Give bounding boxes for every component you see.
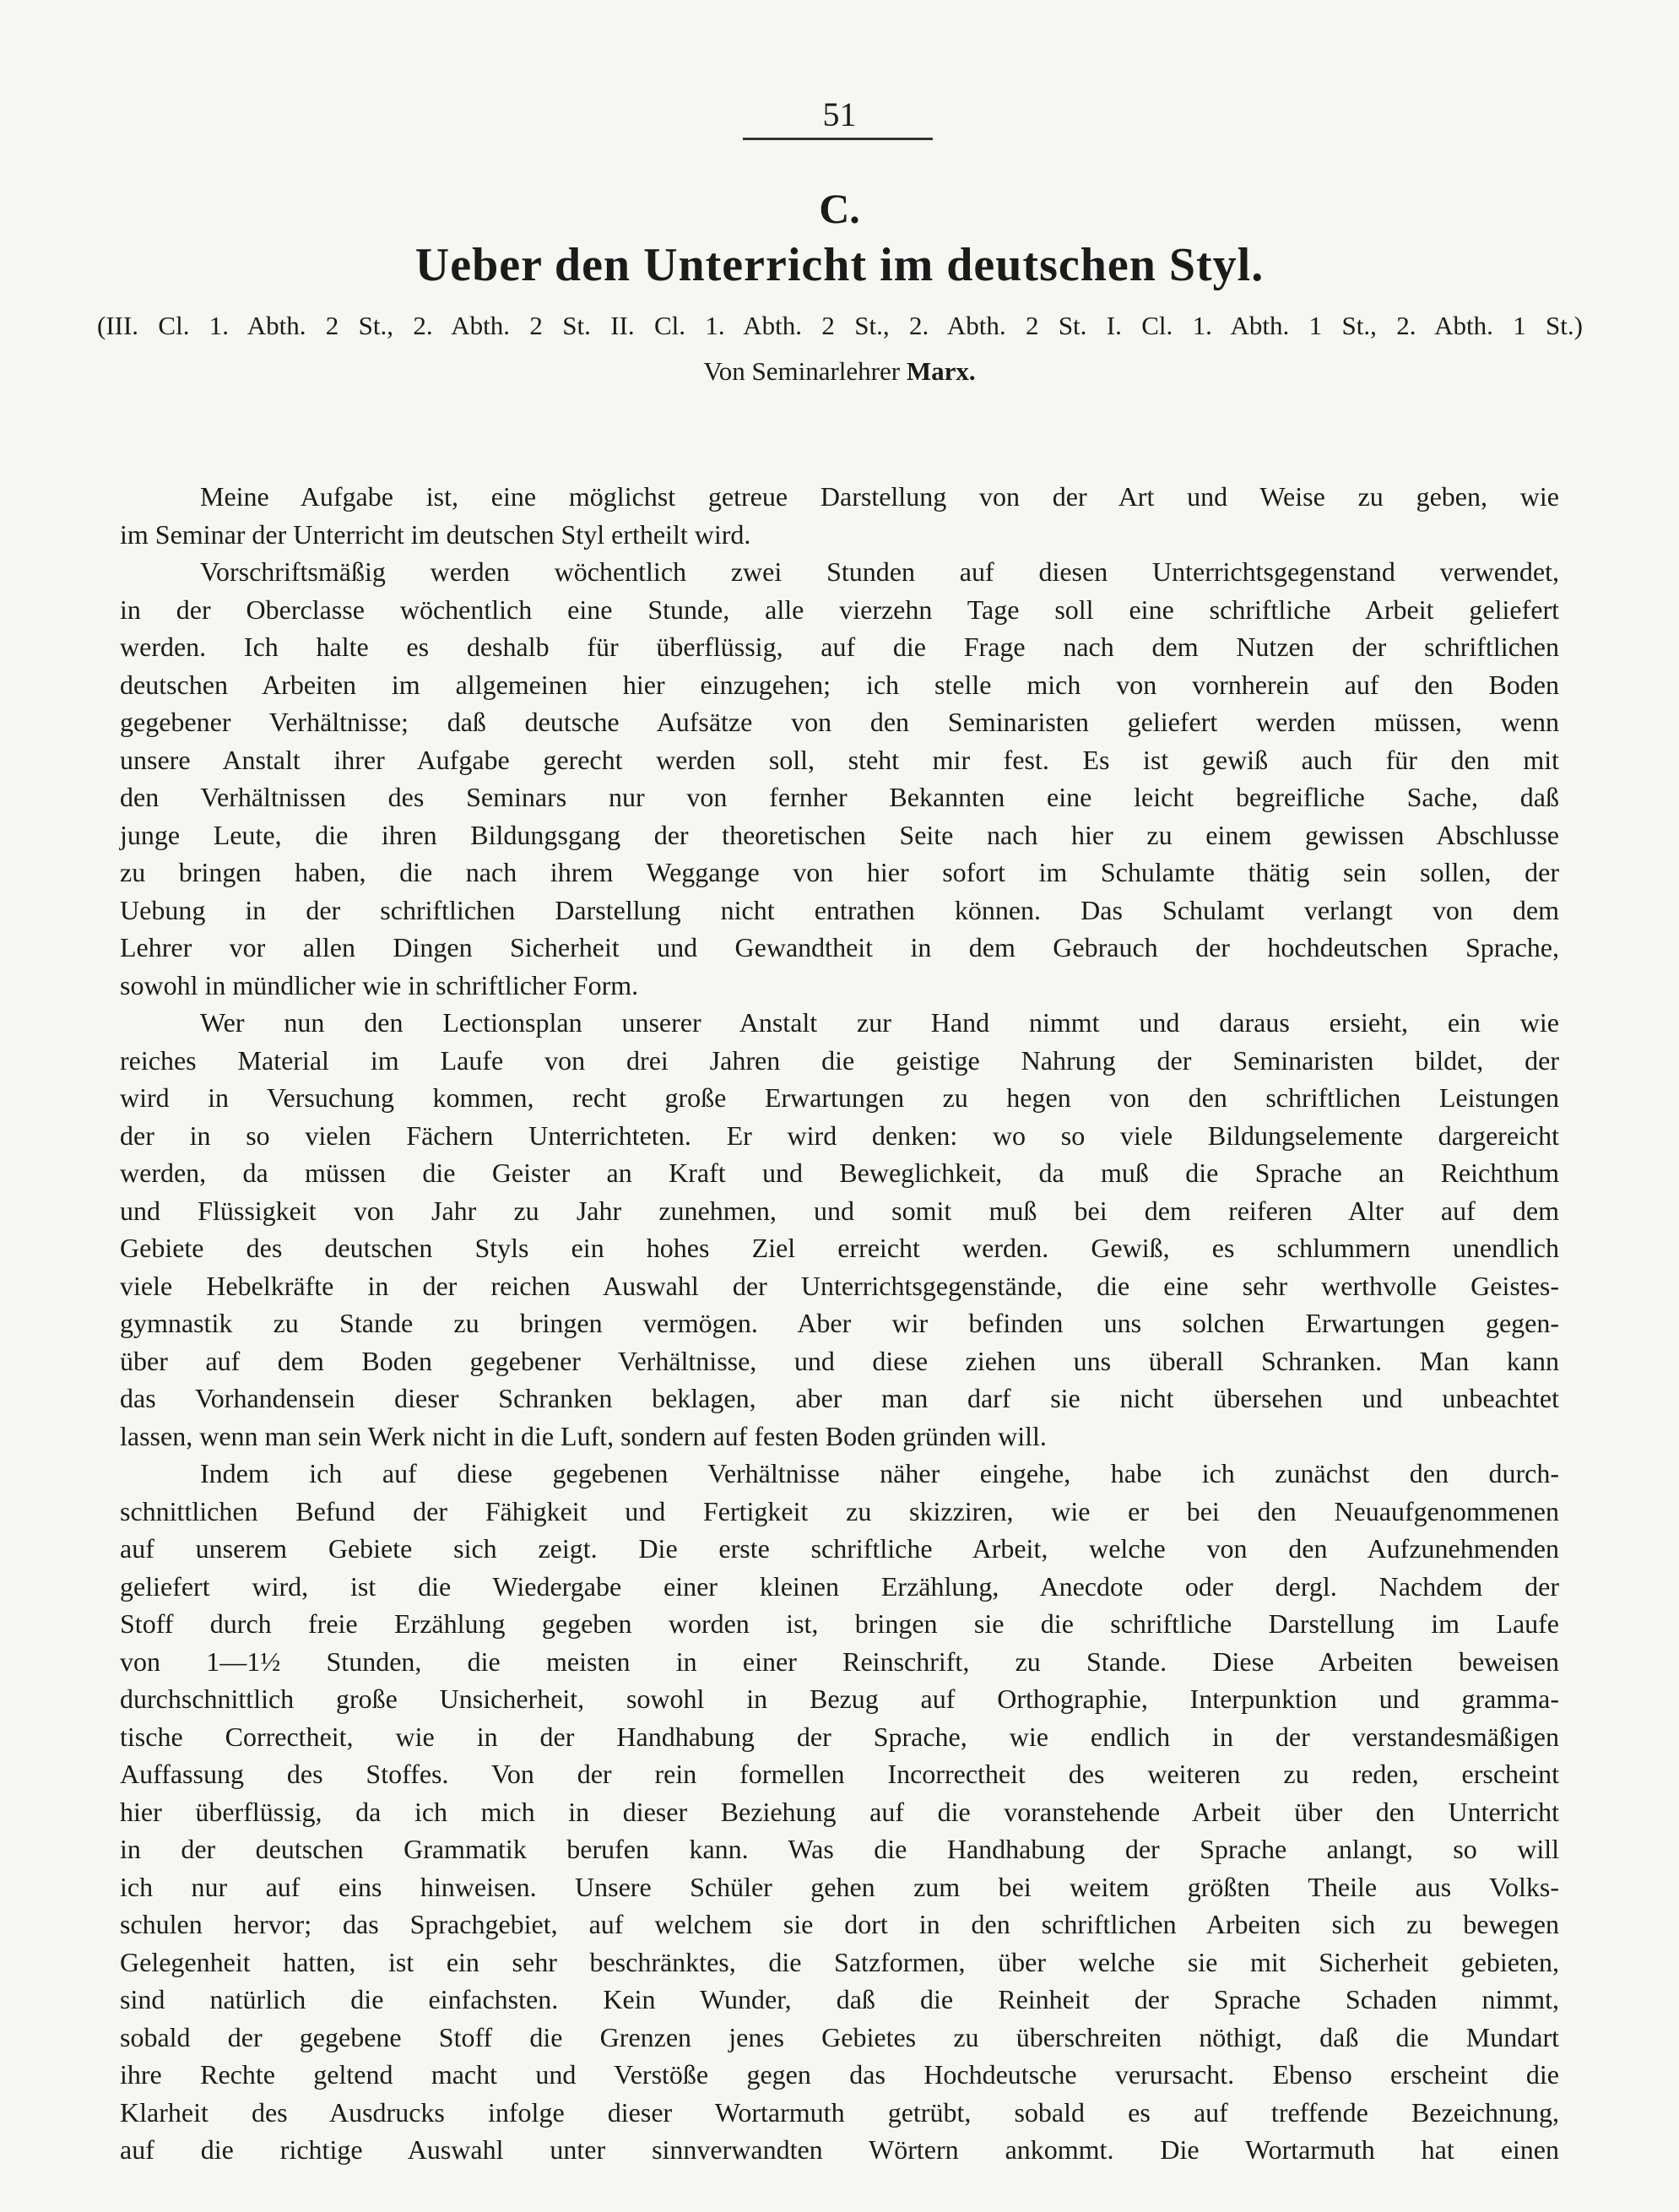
text-line: das Vorhandensein dieser Schranken beklagen, aber man darf sie nicht übersehen und unbeachtet (120, 1383, 1559, 1413)
author-name: Marx. (906, 356, 976, 386)
text-line: hier überflüssig, da ich mich in dieser Beziehung auf die voranstehende Arbeit über den Unterricht (120, 1796, 1559, 1827)
text-line: Gebiete des deutschen Styls ein hohes Ziel erreicht werden. Gewiß, es schlummern unendlich (120, 1233, 1559, 1263)
body-text (120, 478, 1559, 2169)
text-line: ihre Rechte geltend macht und Verstöße gegen das Hochdeutsche verursacht. Ebenso erscheint die (120, 2059, 1559, 2090)
text-line: Klarheit des Ausdrucks infolge dieser Wortarmuth getrübt, sobald es auf treffende Bezeichnung, (120, 2096, 1559, 2128)
text-line: sind natürlich die einfachsten. Kein Wunder, daß die Reinheit der Sprache Schaden nimmt, (120, 1984, 1559, 2014)
author-line (0, 356, 1679, 387)
text-line: Lehrer vor allen Dingen Sicherheit und Gewandtheit in dem Gebrauch der hochdeutschen Sprache, (120, 932, 1559, 962)
text-line: den Verhältnissen des Seminars nur von fernher Bekannten eine leicht begreifliche Sache, daß (120, 782, 1559, 812)
text-line: zu bringen haben, die nach ihrem Weggange von hier sofort im Schulamte thätig sein sollen, der (120, 857, 1559, 887)
text-line: unsere Anstalt ihrer Aufgabe gerecht werden soll, steht mir fest. Es ist gewiß auch für den mit (120, 744, 1559, 775)
text-line: über auf dem Boden gegebener Verhältnisse, und diese ziehen uns überall Schranken. Man kann (120, 1345, 1559, 1376)
text-line: Auffassung des Stoffes. Von der rein formellen Incorrectheit des weiteren zu reden, erscheint (120, 1759, 1559, 1789)
text-line: Wer nun den Lectionsplan unserer Anstalt zur Hand nimmt und daraus ersieht, ein wie (200, 1007, 1559, 1038)
text-line: gegebener Verhältnisse; daß deutsche Aufsätze von den Seminaristen geliefert werden müssen, wenn (120, 707, 1559, 737)
text-line: tische Correctheit, wie in der Handhabung der Sprache, wie endlich in der verstandesmäßigen (120, 1721, 1559, 1752)
text-line: Vorschriftsmäßig werden wöchentlich zwei Stunden auf diesen Unterrichtsgegenstand verwendet, (200, 556, 1559, 587)
text-line: Gelegenheit hatten, ist ein sehr beschränktes, die Satzformen, über welche sie mit Sicherheit gebieten, (120, 1946, 1559, 1977)
text-line: Uebung in der schriftlichen Darstellung nicht entrathen können. Das Schulamt verlangt von dem (120, 894, 1559, 925)
text-line: der in so vielen Fächern Unterrichteten. Er wird denken: wo so viele Bildungselemente dargereicht (120, 1120, 1559, 1151)
text-line: werden, da müssen die Geister an Kraft und Beweglichkeit, da muß die Sprache an Reichthum (120, 1158, 1559, 1188)
text-line: im Seminar der Unterricht im deutschen Styl ertheilt wird. (120, 518, 751, 550)
text-line: reiches Material im Laufe von drei Jahren die geistige Nahrung der Seminaristen bildet, der (120, 1044, 1559, 1076)
text-line: schulen hervor; das Sprachgebiet, auf welchem sie dort in den schriftlichen Arbeiten sich zu bewegen (120, 1909, 1559, 1939)
text-line: Stoff durch freie Erzählung gegeben worden ist, bringen sie die schriftliche Darstellung im Laufe (120, 1608, 1559, 1639)
text-line: auf die richtige Auswahl unter sinnverwandten Wörtern ankommt. Die Wortarmuth hat einen (120, 2134, 1559, 2165)
text-line: in der deutschen Grammatik berufen kann. Was die Handhabung der Sprache anlangt, so will (120, 1834, 1559, 1864)
text-line: von 1—1½ Stunden, die meisten in einer Reinschrift, zu Stande. Diese Arbeiten beweisen (120, 1645, 1559, 1677)
text-line: lassen, wenn man sein Werk nicht in die Luft, sondern auf festen Boden gründen will. (120, 1420, 1047, 1451)
page-number: 51 (822, 95, 857, 133)
text-line: wird in Versuchung kommen, recht große Erwartungen zu hegen von den schriftlichen Leistungen (120, 1082, 1559, 1113)
text-line: und Flüssigkeit von Jahr zu Jahr zunehmen, und somit muß bei dem reiferen Alter auf dem (120, 1195, 1559, 1226)
text-line: sobald der gegebene Stoff die Grenzen jenes Gebietes zu überschreiten nöthigt, daß die Mundart (120, 2021, 1559, 2052)
text-line: Indem ich auf diese gegebenen Verhältnisse näher eingehe, habe ich zunächst den durch- (200, 1458, 1559, 1488)
text-line: schnittlichen Befund der Fähigkeit und Fertigkeit zu skizziren, wie er bei den Neuaufgenommenen (120, 1495, 1559, 1526)
article-title: Ueber den Unterricht im deutschen Styl. (414, 239, 1265, 291)
author-prefix: Von Seminarlehrer (703, 356, 901, 386)
text-line: viele Hebelkräfte in der reichen Auswahl der Unterrichtsgegenstände, die eine sehr werthvolle Geistes- (120, 1270, 1559, 1301)
text-line: werden. Ich halte es deshalb für überflüssig, auf die Frage nach dem Nutzen der schriftlichen (120, 632, 1559, 662)
text-line: geliefert wird, ist die Wiedergabe einer kleinen Erzählung, Anecdote oder dergl. Nachdem der (120, 1570, 1559, 1602)
text-line: sowohl in mündlicher wie in schriftlicher Form. (120, 969, 639, 1000)
text-line: auf unserem Gebiete sich zeigt. Die erste schriftliche Arbeit, welche von den Aufzunehmenden (120, 1533, 1559, 1564)
text-line: gymnastik zu Stande zu bringen vermögen. Aber wir befinden uns solchen Erwartungen gegen- (120, 1308, 1559, 1338)
text-line: in der Oberclasse wöchentlich eine Stunde, alle vierzehn Tage soll eine schriftliche Arbeit geliefert (120, 594, 1559, 625)
text-line: deutschen Arbeiten im allgemeinen hier einzugehen; ich stelle mich von vornherein auf den Boden (120, 669, 1559, 700)
text-line: ich nur auf eins hinweisen. Unsere Schüler gehen zum bei weitem größten Theile aus Volks- (120, 1871, 1559, 1902)
section-letter: C. (819, 185, 860, 232)
text-line: junge Leute, die ihren Bildungsgang der theoretischen Seite nach hier zu einem gewissen Abschlusse (120, 819, 1559, 850)
header-rule (743, 138, 933, 140)
text-line: Meine Aufgabe ist, eine möglichst getreue Darstellung von der Art und Weise zu geben, wie (200, 481, 1559, 512)
text-line: durchschnittlich große Unsicherheit, sowohl in Bezug auf Orthographie, Interpunktion und gramma- (120, 1683, 1559, 1714)
article-subtitle: (III. Cl. 1. Abth. 2 St., 2. Abth. 2 St. II. Cl. 1. Abth. 2 St., 2. Abth. 2 St. I. Cl. 1. Abth. 1 St., 2. Abth. 1 St.) (97, 311, 1583, 340)
